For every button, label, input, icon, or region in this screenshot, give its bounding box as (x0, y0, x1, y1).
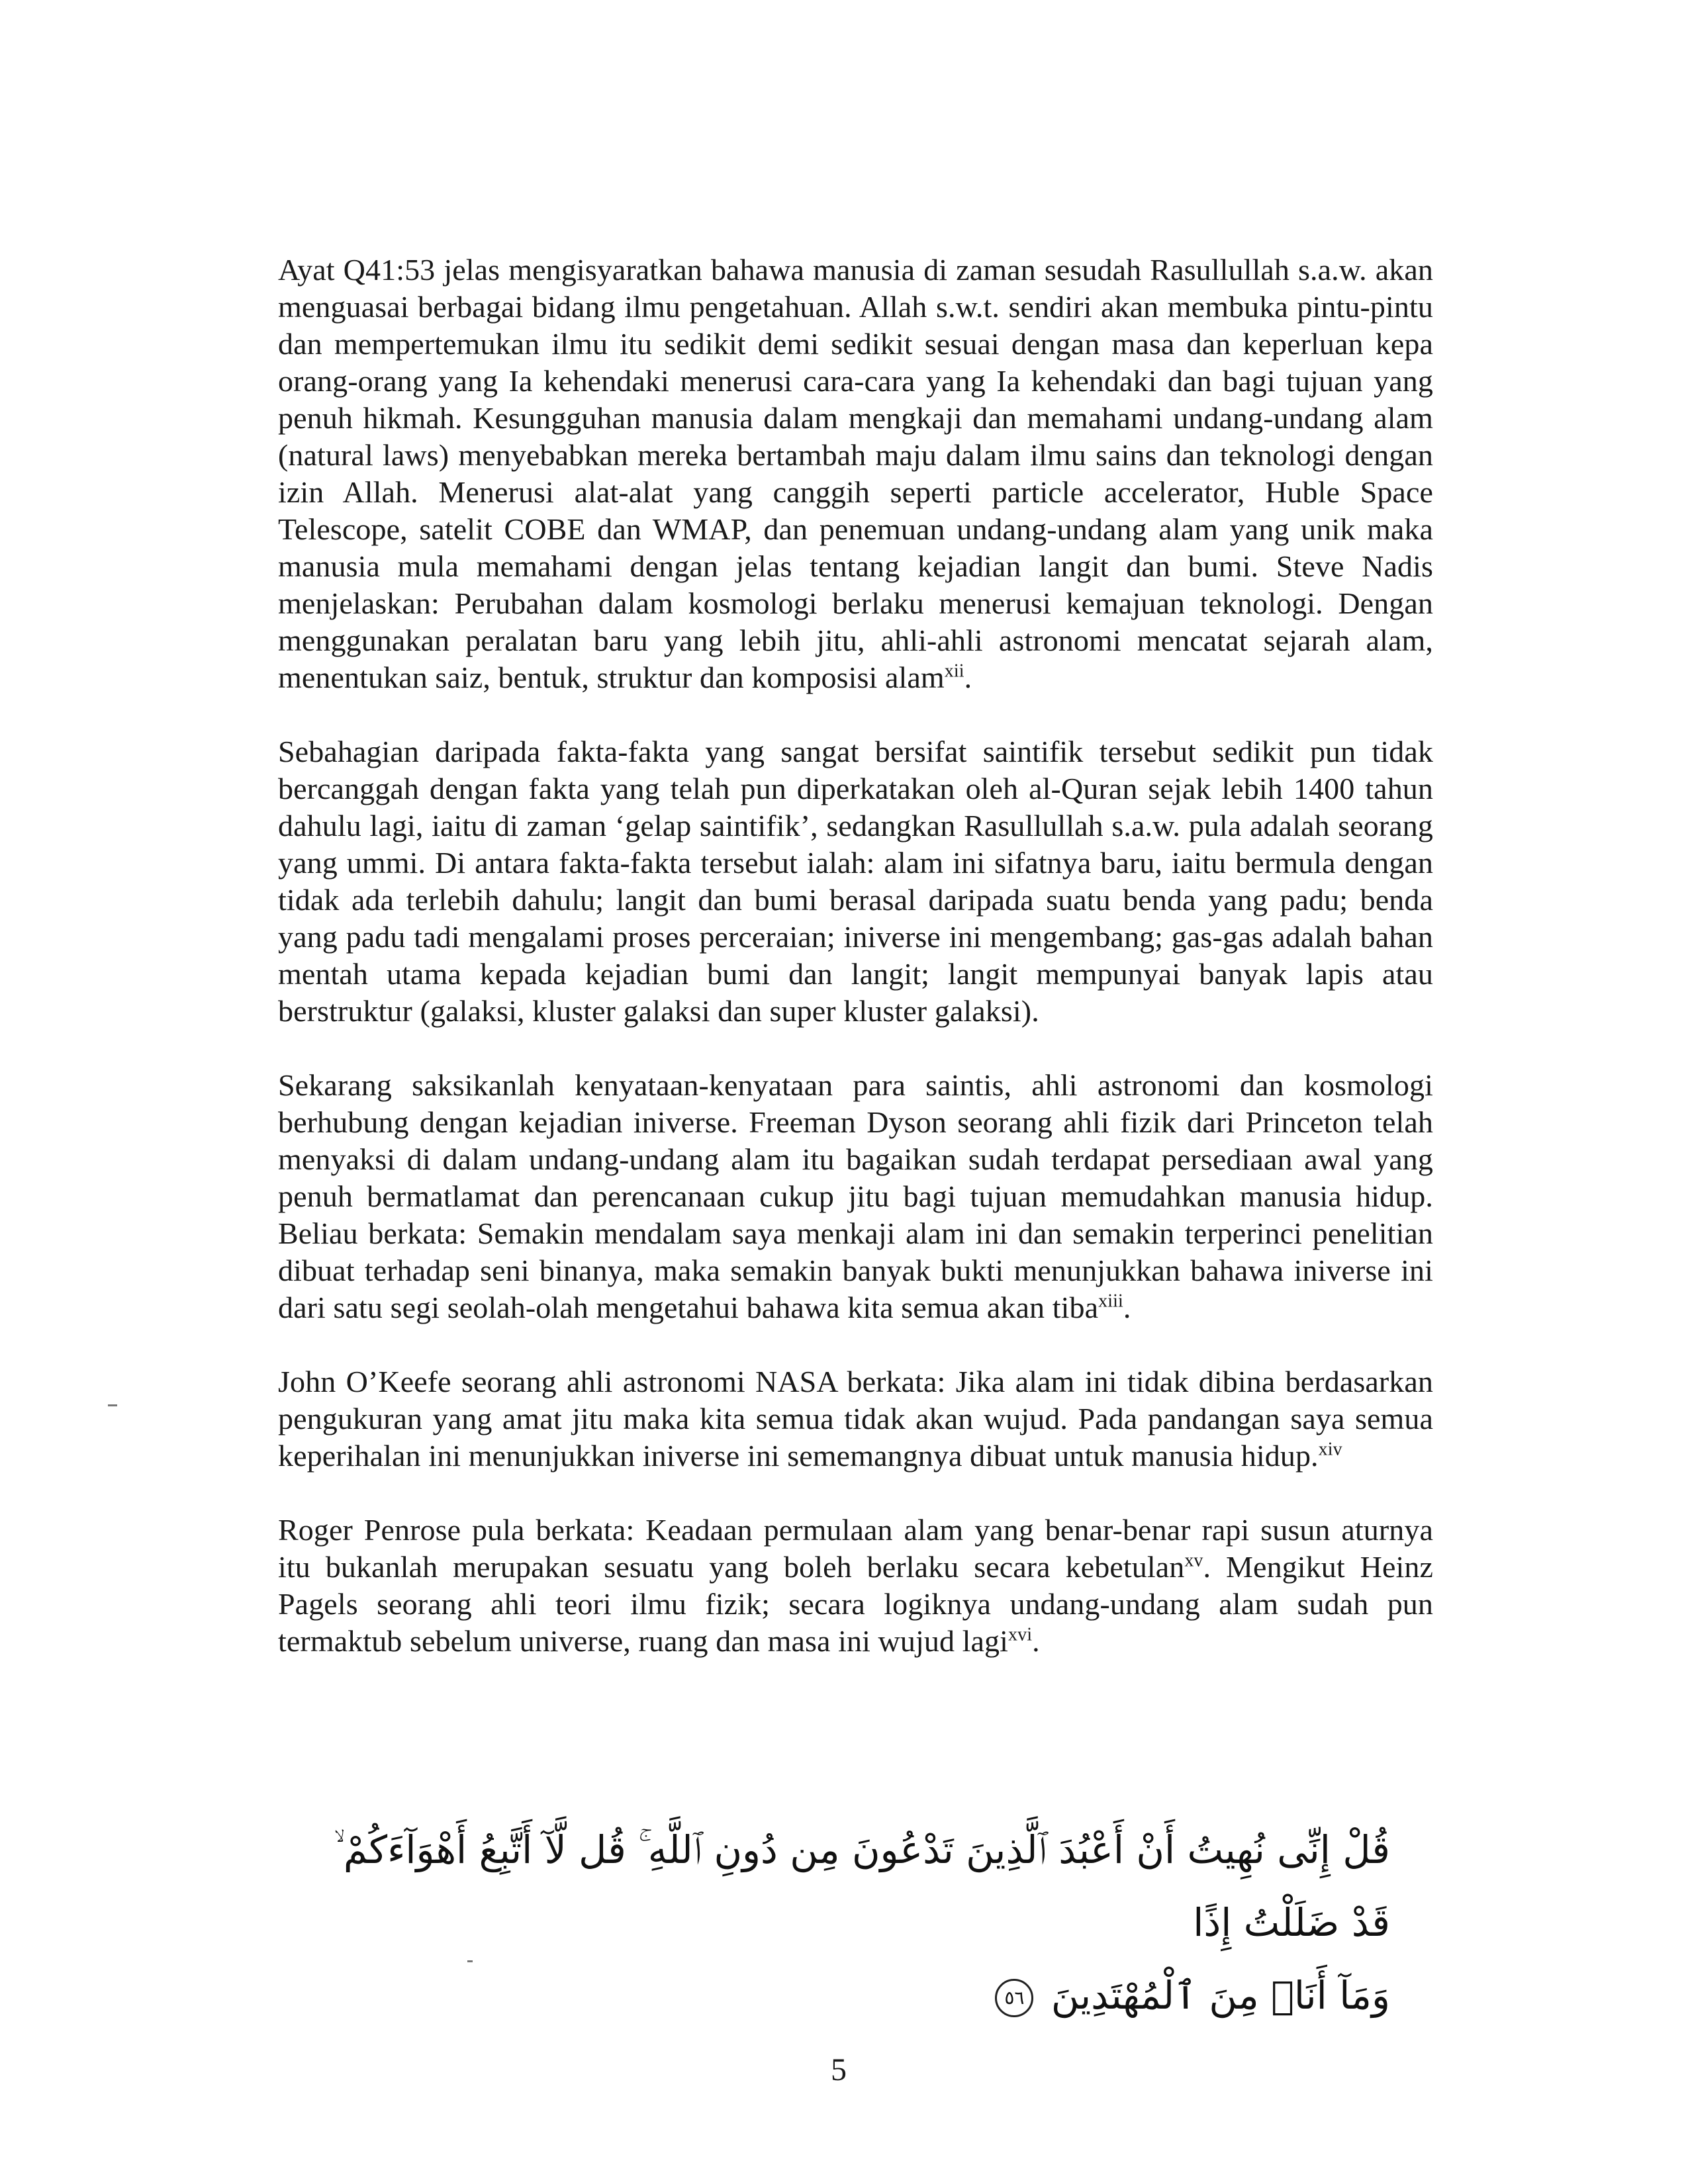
paragraph-5-part1: Roger Penrose pula berkata: Keadaan permulaan alam yang benar-benar rapi susun aturnya itu bukanlah merupakan sesuatu yang boleh berlaku secara kebetulan (278, 1513, 1433, 1584)
quran-verse (331, 1813, 1390, 2032)
paragraph-5-tail: . (1032, 1624, 1040, 1658)
footnote-ref-xvi: xvi (1008, 1624, 1033, 1645)
paragraph-4 (278, 1363, 1433, 1475)
footnote-ref-xiii: xiii (1098, 1291, 1123, 1312)
paragraph-5-part2: . Mengikut Heinz Pagels seorang ahli teori ilmu fizik; secara logiknya undang-undang alam sudah pun termaktub sebelum universe, ruang dan masa ini wujud lagi (278, 1550, 1433, 1658)
paragraph-4-text: John O’Keefe seorang ahli astronomi NASA berkata: Jika alam ini tidak dibina berdasarkan pengukuran yang amat jitu maka kita semua tidak akan wujud. Pada pandangan saya semua keperihalan ini menunjukkan iniverse ini sememangnya dibuat untuk manusia hidup. (278, 1365, 1433, 1473)
quran-verse-line-2-text: وَمَآ أَنَا۠ مِنَ ٱلْمُهْتَدِينَ (1051, 1973, 1390, 2018)
paragraph-1 (278, 251, 1433, 696)
paragraph-3-text: Sekarang saksikanlah kenyataan-kenyataan para saintis, ahli astronomi dan kosmologi berhubung dengan kejadian iniverse. Freeman Dyson seorang ahli fizik dari Princeton telah menyaksi di dalam undang-undang alam itu bagaikan sudah terdapat persediaan awal yang penuh bermatlamat dan perencanaan cukup jitu bagi tujuan memudahkan manusia hidup. Beliau berkata: Semakin mendalam saya menkaji alam ini dan semakin terperinci penelitian dibuat terhadap seni binanya, maka semakin banyak bukti menunjukkan bahawa iniverse ini dari satu segi seolah-olah mengetahui bahawa kita semua akan tiba (278, 1068, 1433, 1324)
paragraph-1-text: Ayat Q41:53 jelas mengisyaratkan bahawa manusia di zaman sesudah Rasullullah s.a.w. akan menguasai berbagai bidang ilmu pengetahuan. Allah s.w.t. sendiri akan membuka pintu-pintu dan mempertemukan ilmu itu sedikit demi sedikit sesuai dengan masa dan keperluan kepa orang-orang yang Ia kehendaki menerusi cara-cara yang Ia kehendaki dan bagi tujuan yang penuh hikmah. Kesungguhan manusia dalam mengkaji dan memahami undang-undang alam (natural laws) menyebabkan mereka bertambah maju dalam ilmu sains dan teknologi dengan izin Allah. Menerusi alat-alat yang canggih seperti particle accelerator, Huble Space Telescope, satelit COBE dan WMAP, dan penemuan undang-undang alam yang unik maka manusia mula memahami dengan jelas tentang kejadian langit dan bumi. Steve Nadis menjelaskan: Perubahan dalam kosmologi berlaku menerusi kemajuan teknologi. Dengan menggunakan peralatan baru yang lebih jitu, ahli-ahli astronomi mencatat sejarah alam, menentukan saiz, bentuk, struktur dan komposisi alam (278, 253, 1433, 694)
quran-verse-line-1: قُلْ إِنِّى نُهِيتُ أَنْ أَعْبُدَ ٱلَّذِينَ تَدْعُونَ مِن دُونِ ٱللَّهِ ۚ قُل لَّآ أَتَّبِعُ أَهْوَآءَكُمْ ۙ قَدْ ضَلَلْتُ إِذًا (334, 1827, 1390, 1945)
paragraph-5 (278, 1512, 1433, 1660)
paragraph-2-text: Sebahagian daripada fakta-fakta yang sangat bersifat saintifik tersebut sedikit pun tidak bercanggah dengan fakta yang telah pun diperkatakan oleh al-Quran sejak lebih 1400 tahun dahulu lagi, iaitu di zaman ‘gelap saintifik’, sedangkan Rasullullah s.a.w. pula adalah seorang yang ummi. Di antara fakta-fakta tersebut ialah: alam ini sifatnya baru, iaitu bermula dengan tidak ada terlebih dahulu; langit dan bumi berasal daripada suatu benda yang padu; benda yang padu tadi mengalami proses perceraian; iniverse ini mengembang; gas-gas adalah bahan mentah utama kepada kejadian bumi dan langit; langit mempunyai banyak lapis atau berstruktur (galaksi, kluster galaksi dan super kluster galaksi). (278, 735, 1433, 1028)
footnote-ref-xiv: xiv (1318, 1439, 1342, 1460)
paragraph-3 (278, 1067, 1433, 1326)
paragraph-3-tail: . (1123, 1291, 1131, 1324)
footnote-ref-xii: xii (944, 660, 964, 682)
page-number: 5 (831, 2052, 847, 2087)
paragraph-2 (278, 733, 1433, 1030)
scan-speck (108, 1404, 117, 1406)
document-body (278, 251, 1433, 1697)
scan-speck (467, 1960, 473, 1962)
quran-verse-line-2 (331, 1959, 1390, 2032)
paragraph-1-tail: . (964, 660, 972, 694)
ayah-number-marker: ٥٦ (995, 1979, 1033, 2017)
footnote-ref-xv: xv (1184, 1550, 1203, 1571)
